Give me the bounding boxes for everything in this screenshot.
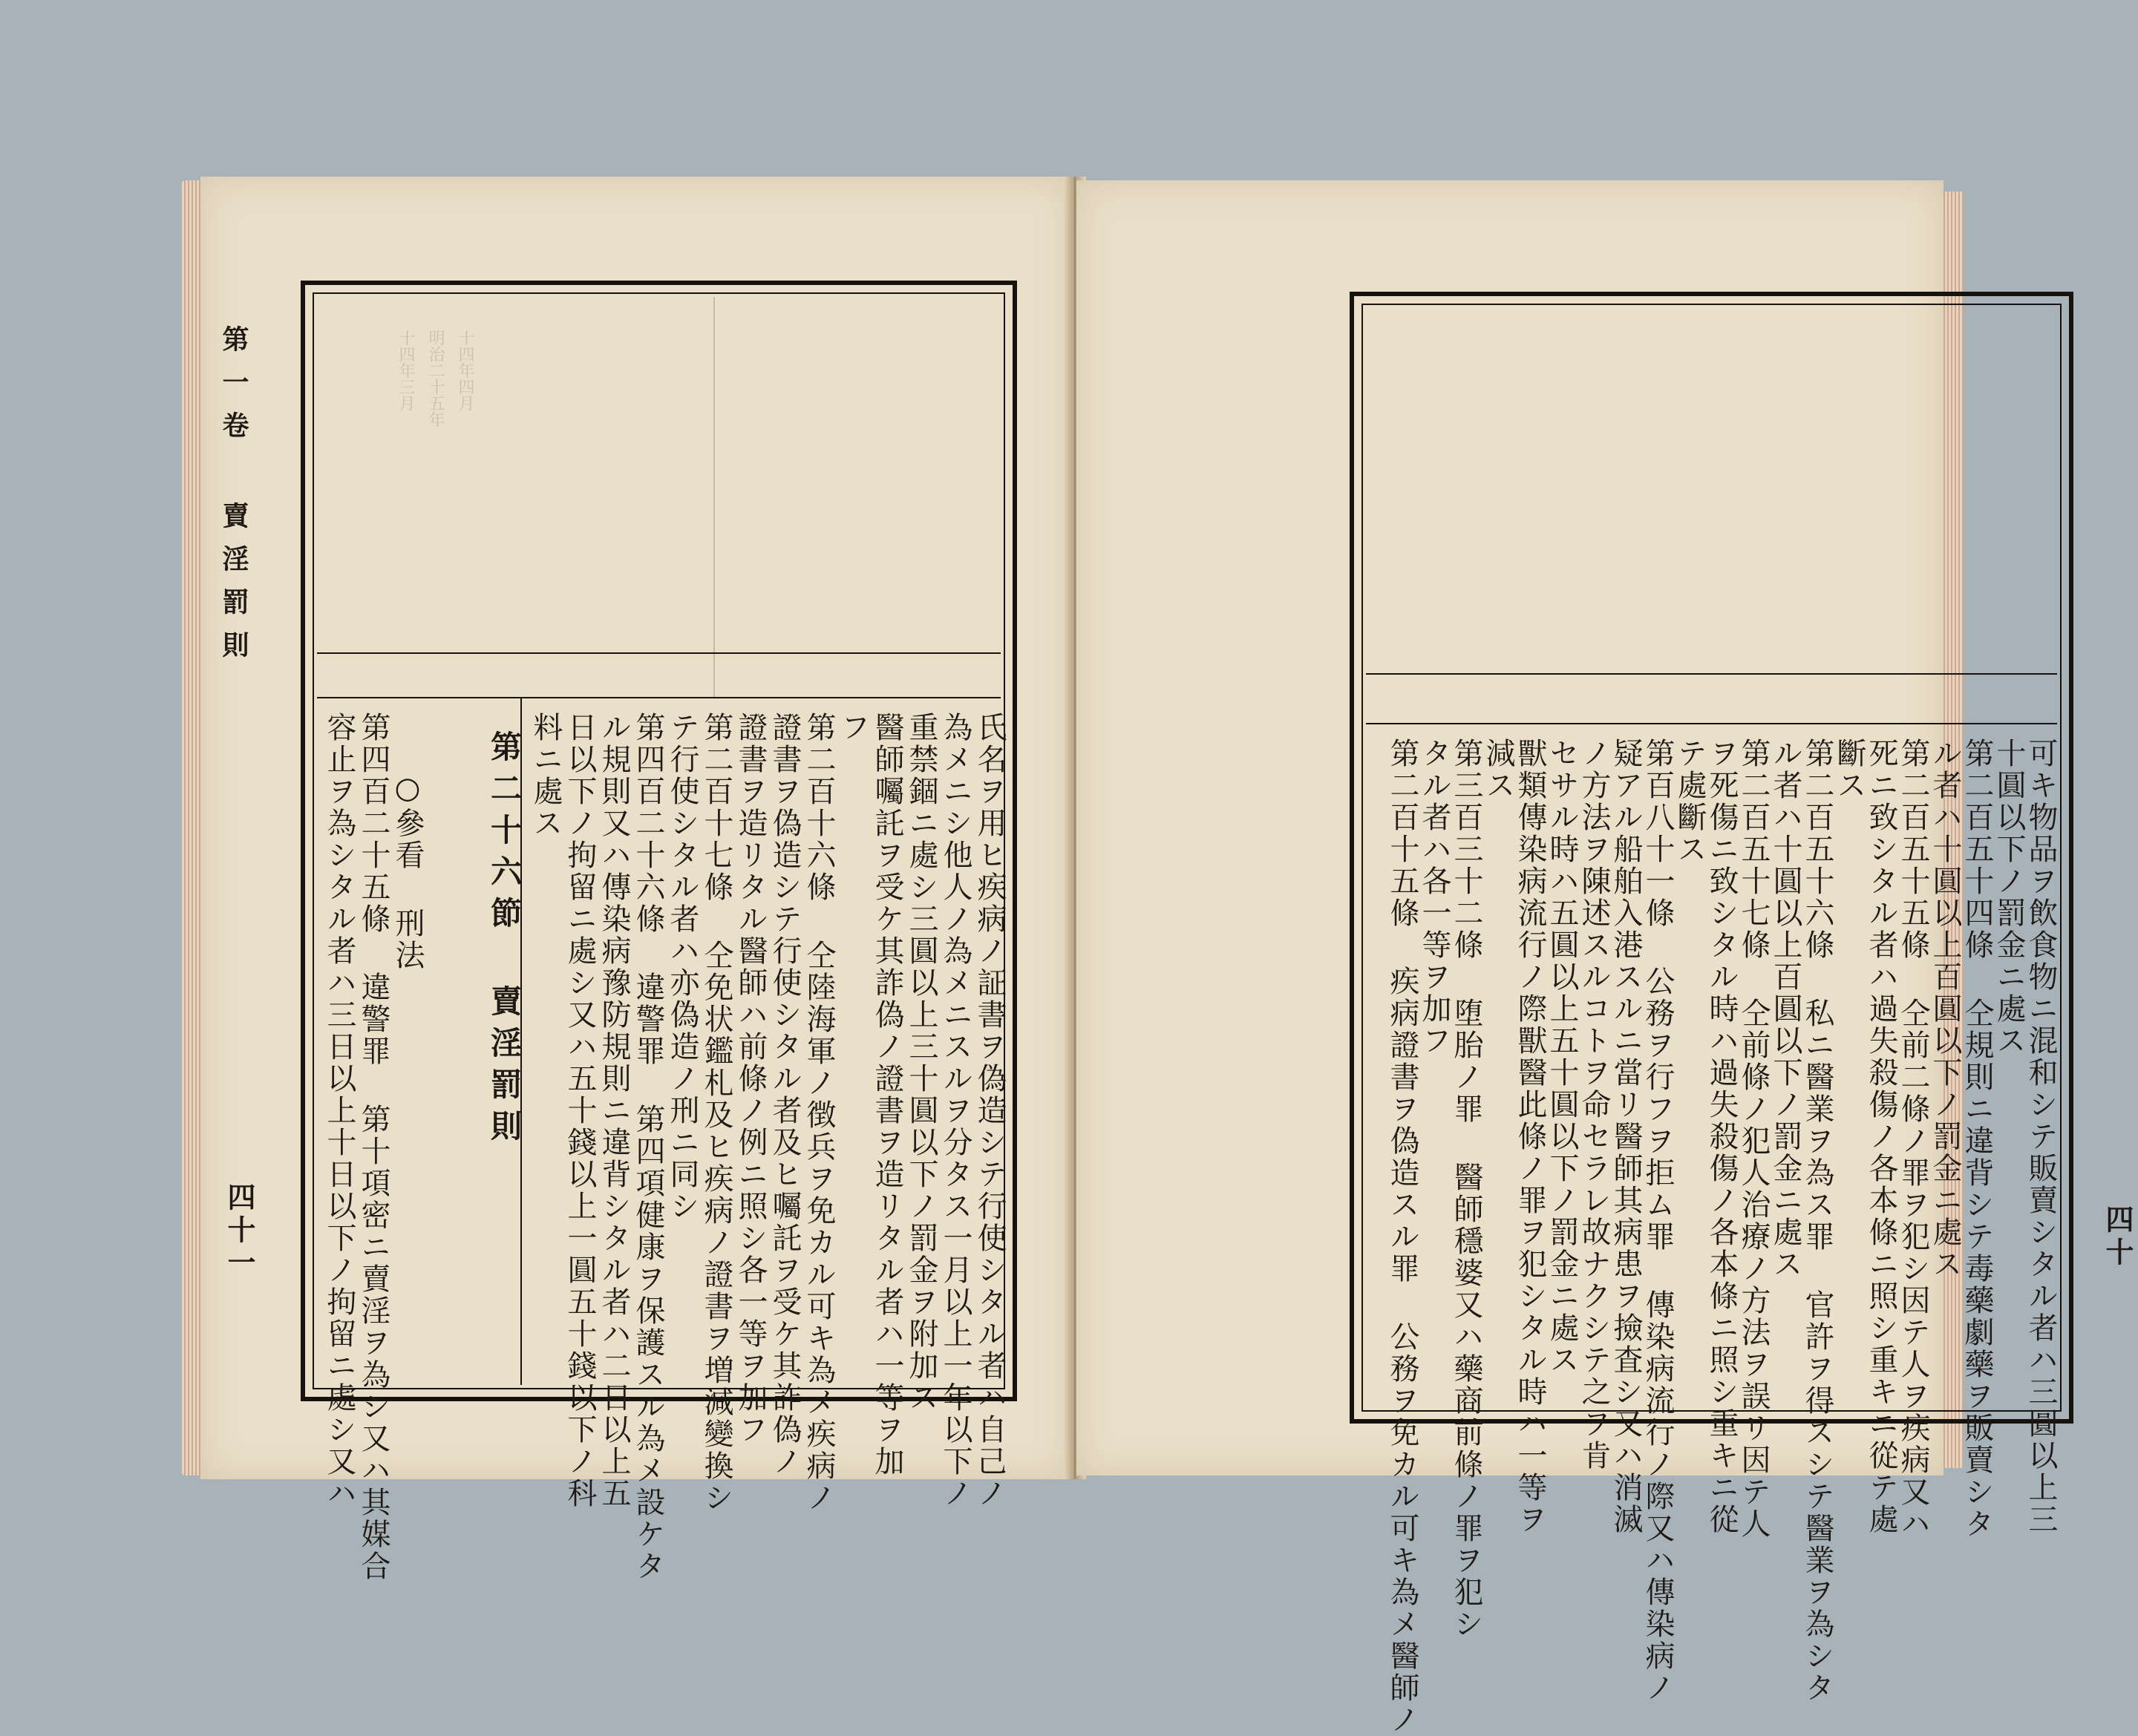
text-column: 氏名ヲ用ヒ疾病ノ証書ヲ偽造シテ行使シタル者ハ自己ノ xyxy=(972,712,1007,1510)
left-page xyxy=(200,177,1073,1582)
reference-heading: ○參看 刑法 xyxy=(390,771,425,972)
text-column: 第二百十五條 疾病證書ヲ偽造スル罪 公務ヲ免カル可キ為メ醫師ノ xyxy=(1385,738,1419,1736)
text-frame xyxy=(1350,292,2073,1736)
running-head: 第一卷 賣淫罰則 xyxy=(218,325,249,674)
text-column: 第三百三十二條 堕胎ノ罪 醫師穩婆又ハ藥商前條ノ罪ヲ犯シ xyxy=(1449,738,1483,1640)
faint-note: 明治二十五年 xyxy=(426,330,445,428)
text-column: 第二百十七條 仝免状鑑札及ヒ疾病ノ證書ヲ増減變換シ xyxy=(699,712,733,1514)
page-number: 四十一 xyxy=(223,1182,256,1280)
text-column: 為メニシ他人ノ為メニスルヲ分タス一月以上一年以下ノ xyxy=(938,712,972,1510)
text-column: 重禁錮ニ處シ三圓以上三十圓以下ノ罰金ヲ附加ス xyxy=(904,712,938,1414)
reference-column: 容止ヲ為シタル者ハ三日以上十日以下ノ拘留ニ處シ又ハ xyxy=(322,712,356,1510)
text-column: 料ニ處ス xyxy=(529,712,563,839)
text-column: タル者ハ各一等ヲ加フ xyxy=(1417,738,1451,1057)
text-column: 醫師囑託ヲ受ケ其詐偽ノ證書ヲ造リタル者ハ一等ヲ加 xyxy=(870,712,904,1478)
text-column: 證書ヲ偽造シテ行使シタル者及ヒ囑託ヲ受ケ其詐偽ノ xyxy=(768,712,802,1478)
text-column: ノ方法ヲ陳述スルコトヲ命セラレ故ナクシテ之ヲ肯 xyxy=(1577,738,1611,1472)
text-column: 證書ヲ造リタル醫師ハ前條ノ例ニ照シ各一等ヲ加フ xyxy=(733,712,768,1446)
faint-note: 十四年四月 xyxy=(456,330,474,411)
reference-column: 第四百二十五條 違警罪 第十項密ニ賣淫ヲ為シ又ハ其媒合 xyxy=(356,712,390,1582)
text-column: ル者ハ十圓以上百圓以下ノ罰金ニ處ス xyxy=(1768,738,1802,1280)
text-column: 十圓以下ノ罰金ニ處ス xyxy=(1992,738,2026,1057)
faint-note: 十四年三月 xyxy=(396,330,415,411)
text-column: フ xyxy=(836,712,870,744)
text-column: 第二百十六條 仝陸海軍ノ徴兵ヲ免カル可キ為メ疾病ノ xyxy=(802,712,836,1514)
text-column: 可キ物品ヲ飲食物ニ混和シテ販賣シタル者ハ三圓以上三 xyxy=(2024,738,2058,1536)
text-column: 第二百五十七條 仝前條ノ犯人治療ノ方法ヲ誤リ因テ人 xyxy=(1736,738,1771,1540)
text-column: ヲ死傷ニ致シタル時ハ過失殺傷ノ各本條ニ照シ重キニ從 xyxy=(1704,738,1739,1536)
page-number: 四十 xyxy=(2101,1205,2134,1270)
right-page xyxy=(1076,180,2134,1736)
text-column: ル者ハ十圓以上百圓以下ノ罰金ニ處ス xyxy=(1928,738,1962,1280)
text-column: 第百八十一條 公務ヲ行フヲ拒ム罪 傳染病流行ノ際又ハ傳染病ノ xyxy=(1641,738,1675,1704)
book-spread xyxy=(182,169,2134,1736)
text-column: セサル時ハ五圓以上五十圓以下ノ罰金ニ處ス xyxy=(1545,738,1579,1376)
text-column: 第二百五十六條 私ニ醫業ヲ為ス罪 官許ヲ得スシテ醫業ヲ為シタ xyxy=(1800,738,1834,1704)
text-column: 斷ス xyxy=(1832,738,1866,802)
text-column: 死ニ致シタル者ハ過失殺傷ノ各本條ニ照シ重キニ從テ處 xyxy=(1864,738,1898,1536)
text-column: 第二百五十五條 仝前二條ノ罪ヲ犯シ因テ人ヲ疾病又ハ xyxy=(1896,738,1930,1540)
text-column: 日以下ノ拘留ニ處シ又ハ五十錢以上一圓五十錢以下ノ科 xyxy=(563,712,597,1510)
text-column: 第二百五十四條 仝規則ニ違背シテ毒藥劇藥ヲ販賣シタ xyxy=(1960,738,1994,1540)
text-column: 獸類傳染病流行ノ際獸醫此條ノ罪ヲ犯シタル時ハ一等ヲ xyxy=(1513,738,1547,1536)
text-column: テ處斷ス xyxy=(1673,738,1707,865)
text-column: 第四百二十六條 違警罪 第四項健康ヲ保護スル為メ設ケタ xyxy=(631,712,665,1582)
section-title: 第二十六節 賣淫罰則 xyxy=(486,730,523,1151)
text-column: ル規則又ハ傳染病豫防規則ニ違背シタル者ハ二日以上五 xyxy=(597,712,631,1510)
text-column: テ行使シタル者ハ亦偽造ノ刑ニ同シ xyxy=(665,712,699,1222)
text-column: 疑アル船舶入港スルニ當リ醫師其病患ヲ撿査シ又ハ消滅 xyxy=(1609,738,1643,1536)
text-column: 減ス xyxy=(1481,738,1515,802)
text-frame xyxy=(301,281,1017,1582)
